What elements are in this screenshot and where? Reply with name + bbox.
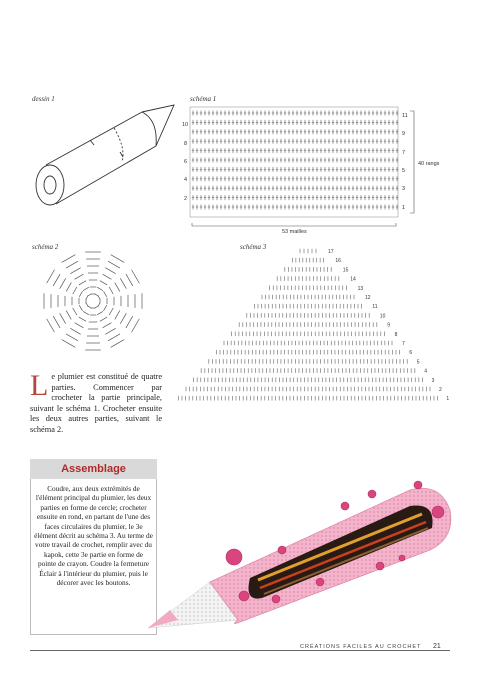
s1-right-number: 5 (402, 168, 406, 174)
s3-row-number: 12 (365, 295, 371, 301)
s1-right-number: 11 (402, 113, 408, 119)
s3-row-number: 11 (372, 304, 378, 311)
s1-left-number: 10 (182, 122, 189, 128)
schema-3-label: schéma 3 (240, 243, 267, 251)
s3-row-number: 10 (379, 313, 386, 320)
intro-text: e plumier est constitué de quatre parties. Commencer par crocheter la partie principale, suivant le schéma 1. Crocheter ensuite les deux autres parties, suivant le schéma 2. (30, 372, 162, 434)
schema-2-label: schéma 2 (32, 243, 59, 251)
s3-row-number: 13 (357, 285, 364, 292)
schema-2-chart (35, 245, 155, 363)
s3-row-number: 14 (350, 276, 356, 283)
s3-row-number: 7 (402, 341, 405, 347)
s3-row-number: 17 (328, 249, 334, 255)
s1-left-number: 6 (184, 159, 188, 165)
s3-row-number: 3 (431, 377, 435, 384)
s3-row-number: 6 (409, 350, 413, 357)
s3-row-number: 8 (394, 331, 398, 338)
schema-1-chart (178, 105, 438, 240)
s3-row-number: 9 (387, 322, 390, 329)
pencil-case-photo (140, 470, 460, 640)
s3-row-number: 16 (335, 258, 341, 265)
s3-row-number: 5 (416, 359, 420, 366)
page-number: 21 (433, 643, 441, 650)
s1-right-number: 3 (402, 186, 406, 192)
s1-right-number: 1 (402, 205, 406, 211)
s3-row-number: 15 (342, 267, 349, 274)
assemblage-text: Coudre, aux deux extrémités de l'élément principal du plumier, les deux parties en forme de cercle; crocheter ensuite en rond, en partant de l'une des faces circulaires du plumier, le 3e élément décrit au schéma 3. Au terme de votre travail de crochet, remplir avec du kapok, cette 3e partie en forme de pointe de crayon. Coudre la fermeture Éclair à l'intérieur du plumier, puis le décorer avec les boutons. (34, 484, 153, 588)
dessin-1-label: dessin 1 (32, 95, 55, 103)
intro-paragraph (30, 369, 162, 436)
s1-left-number: 8 (184, 141, 188, 147)
s3-row-number: 1 (446, 396, 450, 403)
footer-rule (30, 650, 450, 651)
schema-1-label: schéma 1 (190, 95, 217, 103)
s1-right-number: 9 (402, 131, 406, 137)
schema-3-chart (170, 245, 450, 410)
stitches-label: 53 mailles (282, 229, 307, 235)
footer-title: CRÉATIONS FACILES AU CROCHET (300, 644, 422, 650)
s1-right-number: 7 (402, 150, 406, 156)
s3-row-number: 4 (424, 368, 427, 375)
s1-left-number: 4 (184, 177, 188, 183)
s3-row-number: 2 (439, 387, 442, 393)
dessin-1-drawing (30, 100, 180, 210)
s1-left-number: 2 (184, 196, 188, 202)
assemblage-title: Assemblage (30, 459, 157, 479)
rows-label: 40 rangs (418, 161, 440, 167)
dropcap: L (30, 369, 49, 402)
